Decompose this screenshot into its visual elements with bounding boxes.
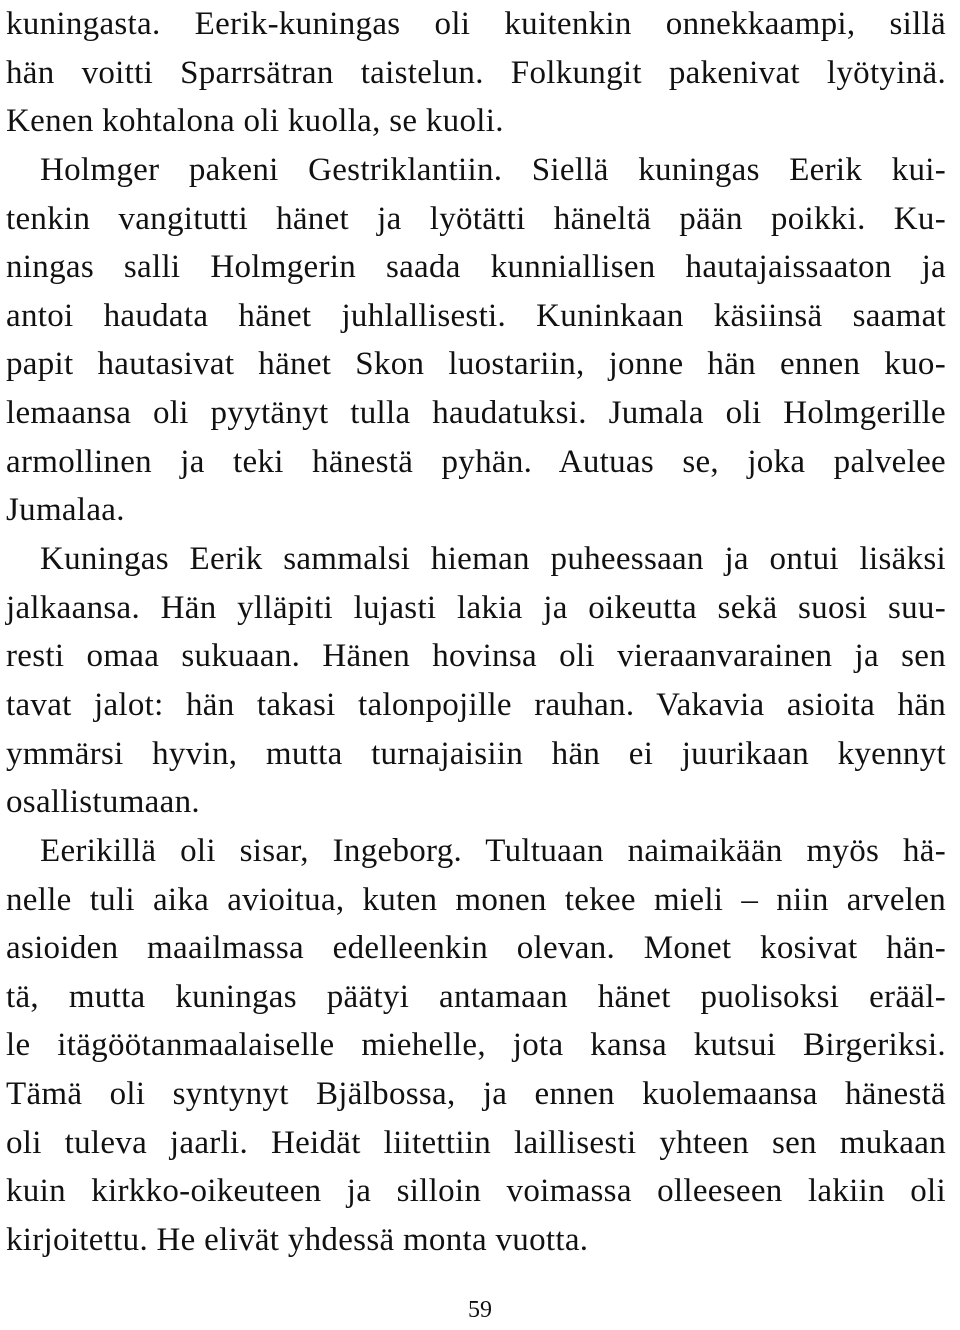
text-line: ningas salli Holmgerin saada kunniallisen hautajaissaaton ja — [6, 249, 946, 286]
text-line: nelle tuli aika avioitua, kuten monen tekee mieli – niin arvelen — [6, 881, 946, 918]
text-line: Eerikillä oli sisar, Ingeborg. Tultuaan naimaikään myös hä- — [40, 832, 946, 869]
text-line: Jumalaa. — [6, 492, 125, 529]
page-number: 59 — [468, 1297, 492, 1323]
text-line: lemaansa oli pyytänyt tulla haudatuksi. Jumala oli Holmgerille — [6, 395, 946, 432]
text-line: tavat jalot: hän takasi talonpojille rauhan. Vakavia asioita hän — [6, 686, 946, 723]
text-line: Kuningas Eerik sammalsi hieman puheessaan ja ontui lisäksi — [40, 541, 946, 578]
text-line: resti omaa sukuaan. Hänen hovinsa oli vieraanvarainen ja sen — [6, 638, 946, 675]
text-line: oli tuleva jaarli. Heidät liitettiin laillisesti yhteen sen mukaan — [6, 1124, 946, 1161]
text-line: asioiden maailmassa edelleenkin olevan. Monet kosivat hän- — [6, 930, 946, 967]
body-text — [6, 0, 946, 1265]
text-line: Holmger pakeni Gestriklantiin. Siellä kuningas Eerik kui- — [40, 151, 946, 188]
text-line: kirjoitettu. He elivät yhdessä monta vuotta. — [6, 1222, 589, 1259]
text-line: papit hautasivat hänet Skon luostariin, jonne hän ennen kuo- — [6, 346, 946, 383]
text-line: jalkaansa. Hän ylläpiti lujasti lakia ja oikeutta sekä suosi suu- — [6, 589, 946, 626]
text-line: le itägöötanmaalaiselle miehelle, jota kansa kutsui Birgeriksi. — [6, 1027, 946, 1064]
text-line: hän voitti Sparrsätran taistelun. Folkungit pakenivat lyötyinä. — [6, 54, 946, 91]
text-line: kuin kirkko-oikeuteen ja silloin voimassa olleeseen lakiin oli — [6, 1173, 946, 1210]
text-line: tä, mutta kuningas päätyi antamaan hänet puolisoksi erääl- — [6, 978, 946, 1015]
text-line: Tämä oli syntynyt Bjälbossa, ja ennen kuolemaansa hänestä — [6, 1076, 946, 1113]
text-line: antoi haudata hänet juhlallisesti. Kuninkaan käsiinsä saamat — [6, 297, 946, 334]
text-line: armollinen ja teki hänestä pyhän. Autuas se, joka palvelee — [6, 443, 946, 480]
text-line: osallistumaan. — [6, 784, 200, 821]
text-line: Kenen kohtalona oli kuolla, se kuoli. — [6, 103, 504, 140]
text-line: kuningasta. Eerik-kuningas oli kuitenkin onnekkaampi, sillä — [6, 6, 946, 42]
text-line: ymmärsi hyvin, mutta turnajaisiin hän ei juurikaan kyennyt — [6, 735, 946, 772]
text-line: tenkin vangitutti hänet ja lyötätti häneltä pään poikki. Ku- — [6, 200, 946, 237]
